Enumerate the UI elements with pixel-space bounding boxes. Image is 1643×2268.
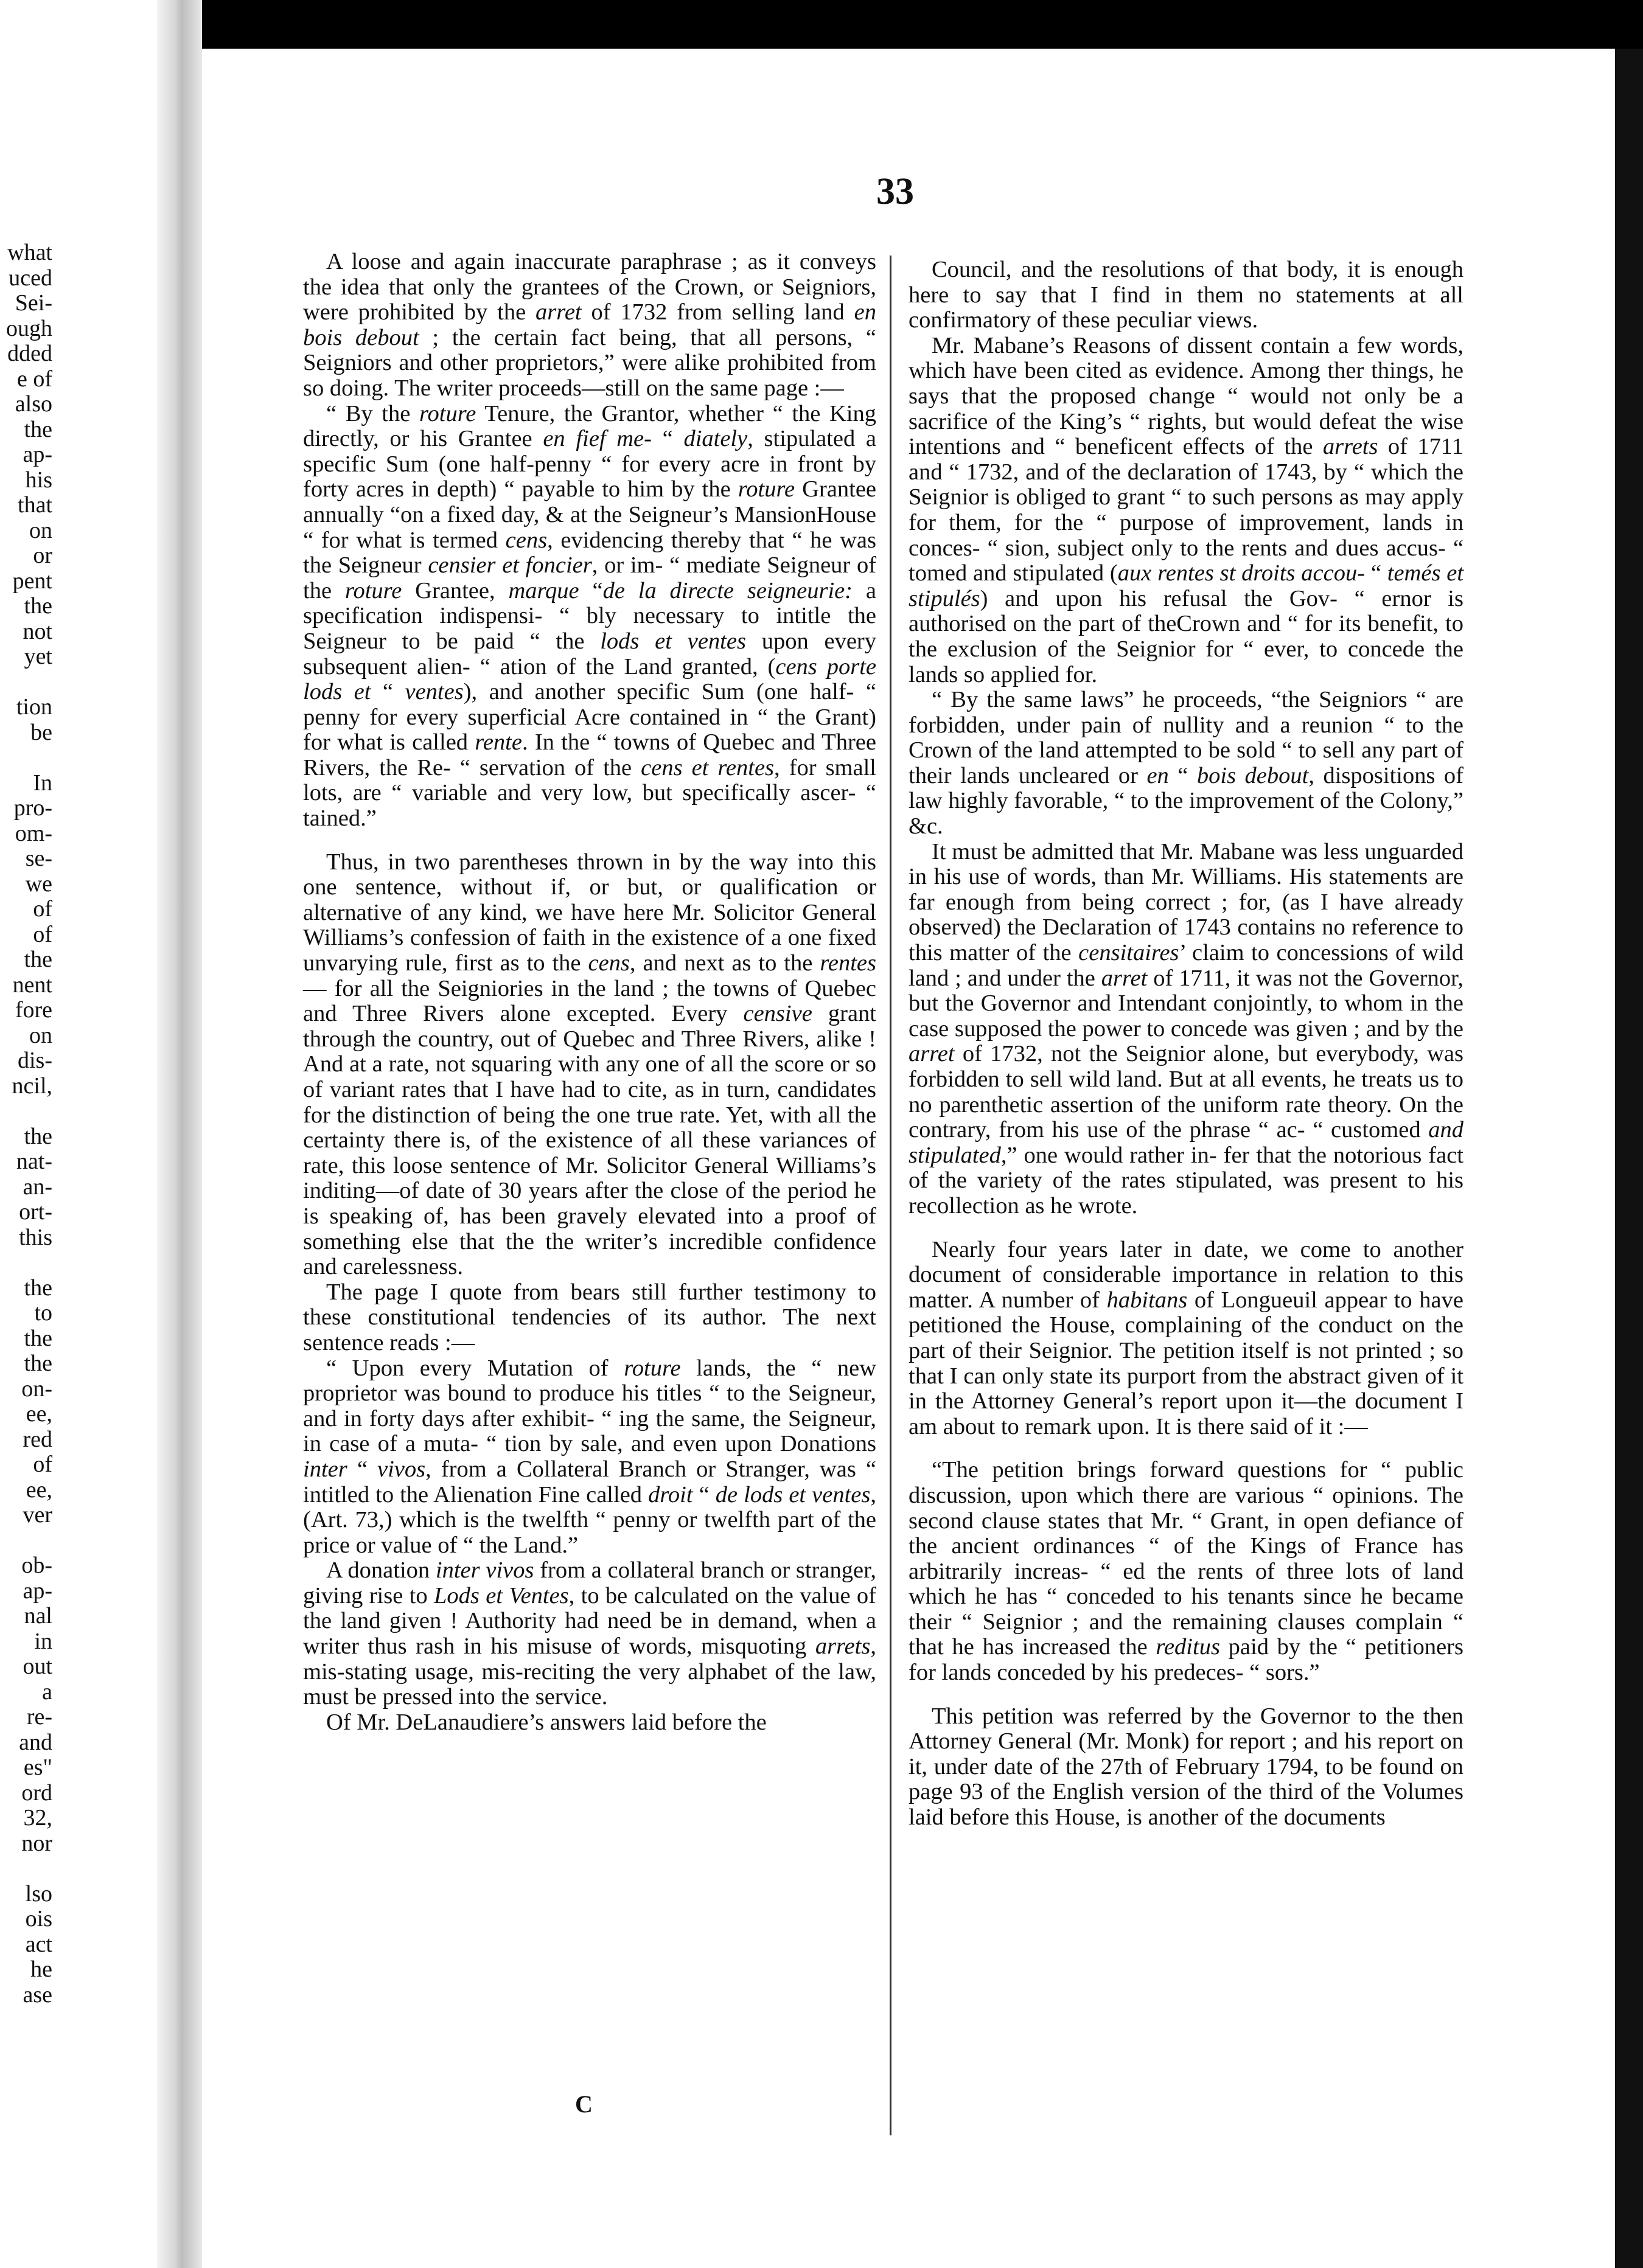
margin-fragment: ncil,	[12, 1073, 52, 1099]
margin-fragment: an-	[23, 1174, 52, 1200]
margin-fragment: uced	[9, 265, 52, 291]
margin-fragment: ap-	[23, 442, 52, 467]
margin-fragment: fore	[15, 997, 52, 1023]
margin-fragment: Sei-	[15, 290, 52, 316]
facing-page-edge	[0, 0, 158, 2268]
margin-fragment: the	[24, 416, 52, 442]
paragraph: Of Mr. DeLanaudiere’s answers laid before the	[326, 1709, 767, 1735]
margin-fragment: ois	[25, 1906, 52, 1932]
column-divider	[890, 256, 891, 2135]
scan-border	[1615, 49, 1643, 2268]
margin-fragment: ord	[21, 1779, 52, 1806]
margin-fragment: ee,	[26, 1477, 52, 1503]
margin-fragment: In	[33, 770, 52, 796]
margin-fragment: nal	[24, 1603, 52, 1629]
block-quote: “The petition brings forward questions for “ public discussion, upon which there are various “ opinions. The second clause states that Mr. “ Grant, in open defiance of the ancient ordinances “ of the Kings of France has arbitrarily increas- “ ed the rents of three lots of land which he has “ conceded to his tenants since he became their “ Seignior ; and the remaining clauses complain “ that he has increased the reditus paid by the “ petitioners for lands conceded by his predeces- “ sors.”	[909, 1457, 1463, 1686]
margin-fragment: om-	[15, 820, 52, 846]
margin-fragment: ort-	[19, 1199, 52, 1225]
margin-fragment: act	[25, 1931, 52, 1957]
book-gutter	[157, 0, 202, 2268]
margin-fragment: ver	[23, 1502, 52, 1528]
margin-fragment: the	[24, 593, 52, 619]
margin-fragment: re-	[26, 1704, 52, 1730]
paragraph: This petition was referred by the Governor to the then Attorney General (Mr. Monk) for report ; and his report on it, under date of the 27th of February 1794, to be found on page 93 of the English version of the third of the Volumes laid before this House, is another of the documents	[909, 1703, 1463, 1831]
margin-fragment: on	[29, 1022, 52, 1048]
paragraph: The page I quote from bears still further testimony to these constitutional tendencies of its author. The next sentence reads :—	[303, 1279, 876, 1355]
margin-fragment: the	[24, 1351, 52, 1376]
paragraph: A loose and again inaccurate paraphrase ; as it conveys the idea that only the grantees of the Crown, or Seigniors, were prohibited by the arret of 1732 from selling land en bois debout ; the certain fact being, that all persons, “ Seigniors and other proprietors,” were alike prohibited from so doing. The writer proceeds—still on the same page :—	[303, 249, 876, 401]
margin-fragment: also	[15, 391, 52, 417]
margin-fragment: what	[7, 240, 52, 265]
paragraph: It must be admitted that Mr. Mabane was less unguarded in his use of words, than Mr. Williams. His statements are far enough from being correct ; for, (as I have already observed) the Declaration of 1743 contains no reference to this matter of the censitaires’ claim to concessions of wild land ; and under the arret of 1711, it was not the Governor, but the Governor and Intendant conjointly, to whom in the case supposed the power to concede was given ; and by the arret of 1732, not the Seignior alone, but everybody, was forbidden to sell wild land. But at all events, he treats us to no parenthetic assertion of the uniform rate theory. On the contrary, from his use of the phrase “ ac- “ customed and stipulated,” one would rather in- fer that the notorious fact of the variety of the rates stipulated, was present to his recollection as he wrote.	[909, 838, 1463, 1219]
margin-fragment: in	[34, 1628, 52, 1654]
margin-fragment: and	[19, 1729, 52, 1755]
margin-fragment: his	[25, 467, 52, 493]
right-column	[909, 257, 1463, 1831]
margin-fragment: es"	[23, 1755, 52, 1780]
margin-fragment: lso	[25, 1880, 52, 1907]
margin-fragment: of	[33, 921, 52, 947]
margin-fragment: that	[18, 492, 52, 518]
margin-fragment: or	[33, 543, 52, 568]
margin-fragment: ough	[6, 315, 52, 341]
margin-fragment: nat-	[16, 1149, 52, 1174]
margin-fragment: to	[34, 1300, 52, 1326]
margin-fragment: ase	[23, 1981, 52, 2008]
paragraph: Nearly four years later in date, we come to another document of considerable importance in relation to this matter. A number of habitans of Longueuil appear to have petitioned the House, complaining of the conduct on the part of their Seignior. The petition itself is not printed ; so that I can only state its purport from the abstract given of it in the Attorney General’s report upon it—the document I am about to remark upon. It is there said of it :—	[909, 1236, 1463, 1439]
margin-fragment: the	[24, 1325, 52, 1351]
margin-fragment: he	[30, 1957, 52, 1982]
margin-fragment: pent	[12, 568, 52, 594]
margin-fragment: not	[23, 618, 52, 644]
margin-fragment: be	[30, 719, 52, 745]
page-number: 33	[876, 171, 914, 212]
margin-fragment: we	[25, 871, 52, 897]
margin-fragment: dded	[7, 341, 52, 366]
margin-fragment: ob-	[21, 1553, 52, 1578]
margin-fragment: yet	[24, 644, 52, 669]
margin-fragment: of	[33, 1452, 52, 1477]
margin-fragment: pro-	[13, 795, 52, 821]
paragraph: Council, and the resolutions of that body, it is enough here to say that I find in them no statements at all confirmatory of these peculiar views.	[909, 257, 1463, 333]
block-quote: “ By the same laws” he proceeds, “the Seigniors “ are forbidden, under pain of nullity and a reunion “ to the Crown of the land attempted to be sold “ to sell any part of their lands uncleared or en “ bois debout, dispositions of law highly favorable, “ to the improvement of the Colony,” &c.	[909, 687, 1463, 840]
margin-fragment: 32,	[23, 1805, 52, 1831]
signature-mark: C	[575, 2090, 593, 2118]
margin-fragment: this	[19, 1224, 52, 1250]
margin-fragment: nent	[12, 972, 52, 998]
margin-fragment: red	[23, 1426, 52, 1452]
margin-fragment: on	[29, 517, 52, 543]
paragraph: Mr. Mabane’s Reasons of dissent contain a few words, which have been cited as evidence. Among ther things, he says that the proposed change “ would not only be a sacrifice of the King’s “ rights, but would defeat the wise intentions and “ beneficent effects of the arrets of 1711 and “ 1732, and of the declaration of 1743, by “ which the Seignior is obliged to grant “ to such persons as may apply for them, for the “ purpose of improvement, lands in conces- “ sion, subject only to the rents and dues accus- “ tomed and stipulated (aux rentes st droits accou- “ temés et stipulés) and upon his refusal the Gov- “ ernor is authorised on the part of theCrown and “ for its benefit, to the exclusion of the Seignior for “ ever, to concede the lands so applied for.	[909, 332, 1464, 687]
block-quote: “ Upon every Mutation of roture lands, the “ new proprietor was bound to produce his titles “ to the Seigneur, and in forty days after exhibit- “ ing the same, the Seigneur, in case of a muta- “ tion by sale, and even upon Donations inter “ vivos, from a Collateral Branch or Stranger, was “ intitled to the Alienation Fine called droit “ de lods et ventes, (Art. 73,) which is the twelfth “ penny or twelfth part of the price or value of “ the Land.”	[303, 1355, 876, 1558]
left-column	[303, 249, 876, 1735]
margin-fragment: out	[23, 1654, 52, 1679]
margin-fragment: dis-	[18, 1048, 52, 1073]
margin-fragment: e of	[16, 366, 52, 392]
paragraph: A donation inter vivos from a collateral branch or stranger, giving rise to Lods et Ventes, to be calculated on the value of the land given ! Authority had need be in demand, when a writer thus rash in his misuse of words, misquoting arrets, mis-stating usage, mis-reciting the very alphabet of the law, must be pressed into the service.	[303, 1557, 876, 1710]
margin-fragment: ee,	[26, 1401, 52, 1427]
margin-fragment: nor	[21, 1830, 52, 1856]
margin-fragment: tion	[16, 694, 52, 720]
margin-fragment: the	[24, 947, 52, 972]
margin-fragment: the	[24, 1275, 52, 1301]
margin-fragment: se-	[25, 846, 52, 871]
margin-fragment: ap-	[23, 1578, 52, 1604]
paragraph: Thus, in two parentheses thrown in by the way into this one sentence, without if, or but, or qualification or alternative of any kind, we have here Mr. Solicitor General Williams’s confession of faith in the existence of a one fixed unvarying rule, first as to the cens, and next as to the rentes— for all the Seigniories in the land ; the towns of Quebec and Three Rivers alone excepted. Every censive grant through the country, out of Quebec and Three Rivers, alike ! And at a rate, not squaring with any one of all the score or so of variant rates that I have had to cite, as in turn, candidates for the distinction of being the one true rate. Yet, with all the certainty there is, of the existence of all these variances of rate, this loose sentence of Mr. Solicitor General Williams’s inditing—of date of 30 years after the close of the period he is speaking of, has been gravely elevated into a proof of something else that the the writer’s incredible confidence and carelessness.	[303, 849, 877, 1280]
block-quote: “ By the roture Tenure, the Grantor, whether “ the King directly, or his Grantee en fief me- “ diately, stipulated a specific Sum (one half-penny “ for every acre in front by forty acres in depth) “ payable to him by the roture Grantee annually “on a fixed day, & at the Seigneur’s MansionHouse “ for what is termed cens, evidencing thereby that “ he was the Seigneur censier et foncier, or im- “ mediate Seigneur of the roture Grantee, marque “de la directe seigneurie: a specification indispensi- “ bly necessary to intitle the Seigneur to be paid “ the lods et ventes upon every subsequent alien- “ ation of the Land granted, (cens porte lods et “ ventes), and another specific Sum (one half- “ penny for every superficial Acre contained in “ the Grant) for what is called rente. In the “ towns of Quebec and Three Rivers, the Re- “ servation of the cens et rentes, for small lots, are “ variable and very low, but specifically ascer- “ tained.”	[303, 400, 877, 832]
margin-fragment: of	[33, 896, 52, 922]
margin-fragment: on-	[21, 1376, 52, 1402]
margin-fragment: the	[24, 1123, 52, 1149]
margin-fragment: a	[42, 1678, 52, 1705]
